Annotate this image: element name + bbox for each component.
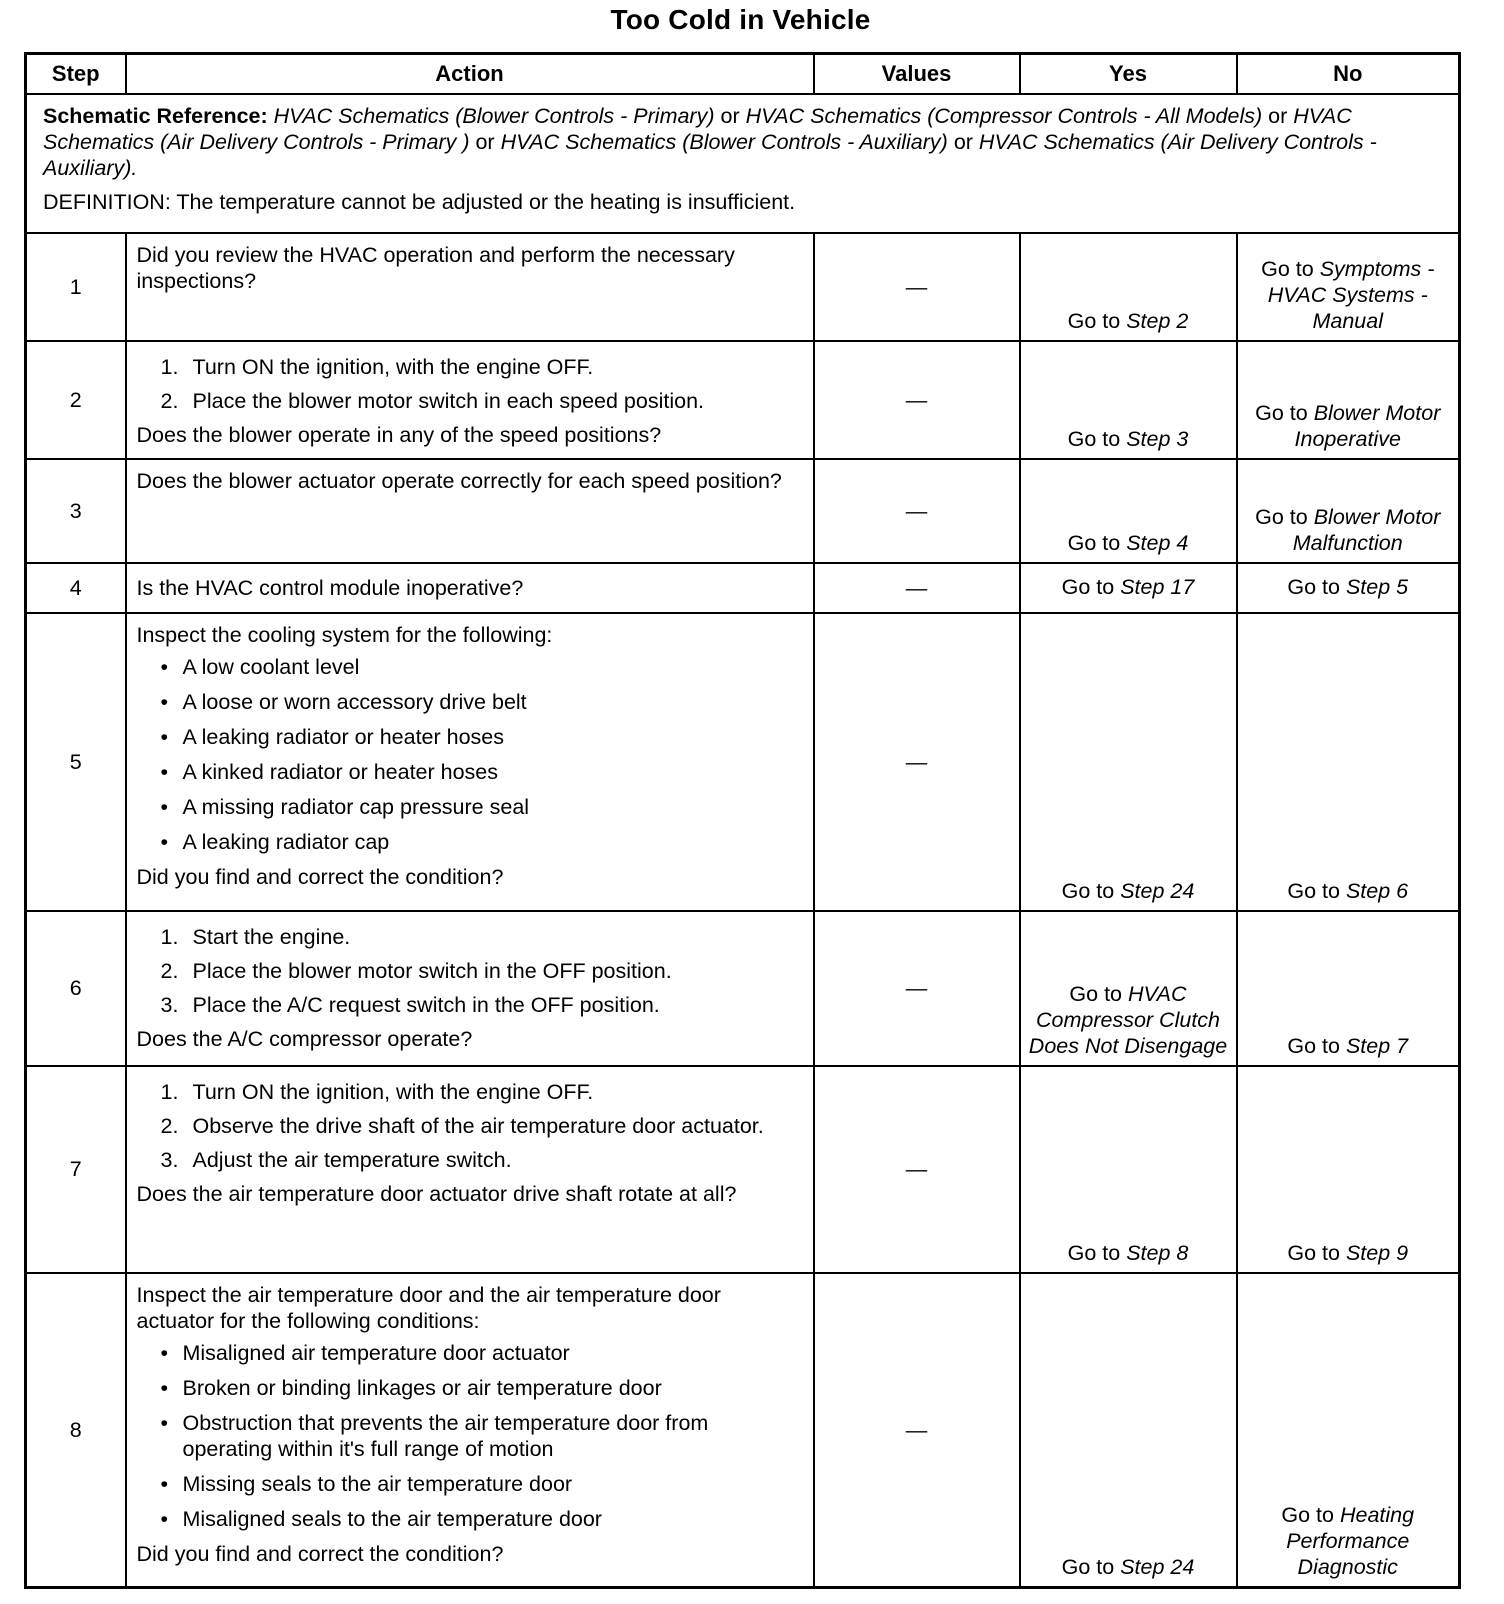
no-cell[interactable] xyxy=(1237,563,1460,613)
bullet-item: • Obstruction that prevents the air temperature door from operating within it's full range of motion xyxy=(160,1410,709,1461)
page-title: Too Cold in Vehicle xyxy=(610,4,871,35)
numbered-item: 3. Adjust the air temperature switch. xyxy=(160,1147,512,1172)
values-cell: — xyxy=(814,911,1020,1066)
question-text: Did you find and correct the condition? xyxy=(136,864,504,889)
action-cell xyxy=(126,233,814,341)
action-cell xyxy=(126,341,814,459)
goto-link[interactable]: Step 2 xyxy=(1126,308,1189,333)
goto-link[interactable]: Heating Performance Diagnostic xyxy=(1286,1503,1415,1579)
step-number: 1 xyxy=(26,233,126,341)
table-header-row xyxy=(26,54,1460,94)
table-row xyxy=(26,1273,1460,1588)
values-cell: — xyxy=(814,459,1020,563)
goto-link[interactable]: HVAC Compressor Clutch Does Not Disengage xyxy=(1028,981,1228,1058)
no-cell[interactable] xyxy=(1237,911,1460,1066)
table-row xyxy=(26,341,1460,459)
table-row xyxy=(26,613,1460,911)
schematic-reference-text xyxy=(43,103,1446,181)
goto-prefix: Go to xyxy=(1061,1555,1115,1579)
schematic-link[interactable]: HVAC Schematics (Air Delivery Controls - Primary ) xyxy=(43,103,1352,154)
bullet-list xyxy=(137,654,803,855)
terminator-text: . xyxy=(131,155,138,180)
schematic-reference-cell xyxy=(26,94,1460,233)
goto-prefix: Go to xyxy=(1287,878,1340,903)
goto-prefix: Go to xyxy=(1255,504,1308,529)
table-row xyxy=(26,563,1460,613)
goto-prefix: Go to xyxy=(1067,426,1121,451)
goto-prefix: Go to xyxy=(1067,1240,1121,1265)
joiner-text: or xyxy=(475,129,495,154)
goto-link[interactable]: Step 8 xyxy=(1126,1240,1189,1265)
values-cell: — xyxy=(814,1273,1020,1588)
question-text: Does the A/C compressor operate? xyxy=(136,1026,473,1051)
diagnostic-table xyxy=(24,52,1461,1589)
step-number: 3 xyxy=(26,459,126,563)
bullet-list xyxy=(137,1340,803,1532)
step-number: 4 xyxy=(26,563,126,613)
column-header-no: No xyxy=(1237,54,1460,94)
numbered-list xyxy=(137,354,803,414)
goto-prefix: Go to xyxy=(1261,256,1314,281)
action-cell xyxy=(126,613,814,911)
goto-link[interactable]: Step 7 xyxy=(1345,1033,1409,1058)
question-text: Does the blower operate in any of the speed positions? xyxy=(136,422,662,447)
column-header-step: Step xyxy=(26,54,126,94)
schematic-link[interactable]: HVAC Schematics (Blower Controls - Primary) xyxy=(273,103,715,128)
joiner-text: or xyxy=(953,129,973,154)
goto-prefix: Go to xyxy=(1067,530,1121,555)
bullet-item: • A leaking radiator or heater hoses xyxy=(160,724,505,749)
goto-link[interactable]: Step 24 xyxy=(1120,1555,1195,1579)
goto-prefix: Go to xyxy=(1061,574,1115,599)
numbered-item: 1. Turn ON the ignition, with the engine OFF. xyxy=(160,1079,594,1104)
numbered-item: 2. Place the blower motor switch in the OFF position. xyxy=(160,958,672,983)
goto-link[interactable]: Step 6 xyxy=(1345,878,1409,903)
no-cell[interactable] xyxy=(1237,233,1460,341)
goto-prefix: Go to xyxy=(1061,878,1115,903)
yes-cell[interactable] xyxy=(1020,563,1237,613)
bullet-item: • A kinked radiator or heater hoses xyxy=(160,759,499,784)
action-cell xyxy=(126,1066,814,1273)
bullet-item: • A missing radiator cap pressure seal xyxy=(160,794,530,819)
step-number: 2 xyxy=(26,341,126,459)
schematic-link[interactable]: HVAC Schematics (Air Delivery Controls - Auxiliary) xyxy=(43,129,1377,180)
bullet-item: • A leaking radiator cap xyxy=(160,829,390,854)
goto-prefix: Go to xyxy=(1287,1240,1340,1265)
numbered-item: 2. Observe the drive shaft of the air temperature door actuator. xyxy=(160,1113,764,1138)
goto-prefix: Go to xyxy=(1281,1503,1334,1527)
values-cell: — xyxy=(814,341,1020,459)
no-cell[interactable] xyxy=(1237,341,1460,459)
bullet-item: • Misaligned seals to the air temperature door xyxy=(160,1506,602,1531)
no-cell[interactable] xyxy=(1237,1273,1460,1588)
goto-link[interactable]: Step 9 xyxy=(1345,1240,1409,1265)
table-row xyxy=(26,459,1460,563)
step-number: 5 xyxy=(26,613,126,911)
action-cell xyxy=(126,563,814,613)
goto-link[interactable]: Step 17 xyxy=(1120,574,1195,599)
goto-prefix: Go to xyxy=(1067,308,1121,333)
values-cell: — xyxy=(814,1066,1020,1273)
goto-prefix: Go to xyxy=(1255,400,1308,425)
values-cell: — xyxy=(814,233,1020,341)
schematic-reference-label: Schematic Reference: xyxy=(43,103,268,128)
action-cell xyxy=(126,911,814,1066)
column-header-yes: Yes xyxy=(1020,54,1237,94)
yes-cell[interactable] xyxy=(1020,1066,1237,1273)
bullet-item: • A low coolant level xyxy=(160,654,360,679)
goto-link[interactable]: Symptoms - HVAC Systems - Manual xyxy=(1267,256,1435,333)
yes-cell[interactable] xyxy=(1020,1273,1237,1588)
goto-prefix: Go to xyxy=(1287,574,1340,599)
table-row xyxy=(26,911,1460,1066)
step-number: 6 xyxy=(26,911,126,1066)
bullet-item: • Broken or binding linkages or air temperature door xyxy=(160,1375,662,1400)
step-number: 7 xyxy=(26,1066,126,1273)
action-text: Inspect the air temperature door and the air temperature door actuator for the following conditions: xyxy=(136,1282,721,1333)
numbered-item: 1. Turn ON the ignition, with the engine OFF. xyxy=(160,354,594,379)
goto-link[interactable]: Step 24 xyxy=(1120,878,1195,903)
goto-link[interactable]: Step 3 xyxy=(1126,426,1189,451)
yes-cell[interactable] xyxy=(1020,911,1237,1066)
schematic-reference-row xyxy=(26,94,1460,233)
table-row xyxy=(26,1066,1460,1273)
no-cell[interactable] xyxy=(1237,459,1460,563)
goto-link[interactable]: Blower Motor Malfunction xyxy=(1292,504,1441,555)
bullet-item: • A loose or worn accessory drive belt xyxy=(160,689,527,714)
yes-cell[interactable] xyxy=(1020,233,1237,341)
bullet-item: • Misaligned air temperature door actuator xyxy=(160,1340,570,1365)
goto-prefix: Go to xyxy=(1069,981,1123,1006)
action-text: Inspect the cooling system for the following: xyxy=(136,622,553,647)
schematic-link[interactable]: HVAC Schematics (Blower Controls - Auxiliary) xyxy=(500,129,948,154)
numbered-list xyxy=(137,924,803,1018)
no-cell[interactable] xyxy=(1237,613,1460,911)
action-text: Does the blower actuator operate correctly for each speed position? xyxy=(136,468,782,493)
goto-link[interactable]: Blower Motor Inoperative xyxy=(1294,400,1441,451)
definition-text: DEFINITION: The temperature cannot be adjusted or the heating is insufficient. xyxy=(43,189,796,214)
action-cell xyxy=(126,1273,814,1588)
numbered-item: 3. Place the A/C request switch in the OFF position. xyxy=(160,992,660,1017)
yes-cell[interactable] xyxy=(1020,613,1237,911)
yes-cell[interactable] xyxy=(1020,341,1237,459)
values-cell: — xyxy=(814,613,1020,911)
values-cell: — xyxy=(814,563,1020,613)
joiner-text: or xyxy=(720,103,740,128)
yes-cell[interactable] xyxy=(1020,459,1237,563)
goto-link[interactable]: Step 4 xyxy=(1126,530,1189,555)
numbered-list xyxy=(137,1079,803,1173)
schematic-link[interactable]: HVAC Schematics (Compressor Controls - All Models) xyxy=(745,103,1263,128)
question-text: Does the air temperature door actuator drive shaft rotate at all? xyxy=(136,1181,737,1206)
table-row xyxy=(26,233,1460,341)
goto-link[interactable]: Step 5 xyxy=(1345,574,1409,599)
column-header-action: Action xyxy=(126,54,814,94)
action-cell xyxy=(126,459,814,563)
numbered-item: 2. Place the blower motor switch in each speed position. xyxy=(160,388,704,413)
action-text: Did you review the HVAC operation and perform the necessary inspections? xyxy=(136,242,735,293)
numbered-item: 1. Start the engine. xyxy=(160,924,351,949)
no-cell[interactable] xyxy=(1237,1066,1460,1273)
column-header-values: Values xyxy=(814,54,1020,94)
bullet-item: • Missing seals to the air temperature door xyxy=(160,1471,573,1496)
goto-prefix: Go to xyxy=(1287,1033,1340,1058)
question-text: Did you find and correct the condition? xyxy=(136,1541,504,1566)
step-number: 8 xyxy=(26,1273,126,1588)
joiner-text: or xyxy=(1268,103,1288,128)
action-text: Is the HVAC control module inoperative? xyxy=(136,575,524,600)
